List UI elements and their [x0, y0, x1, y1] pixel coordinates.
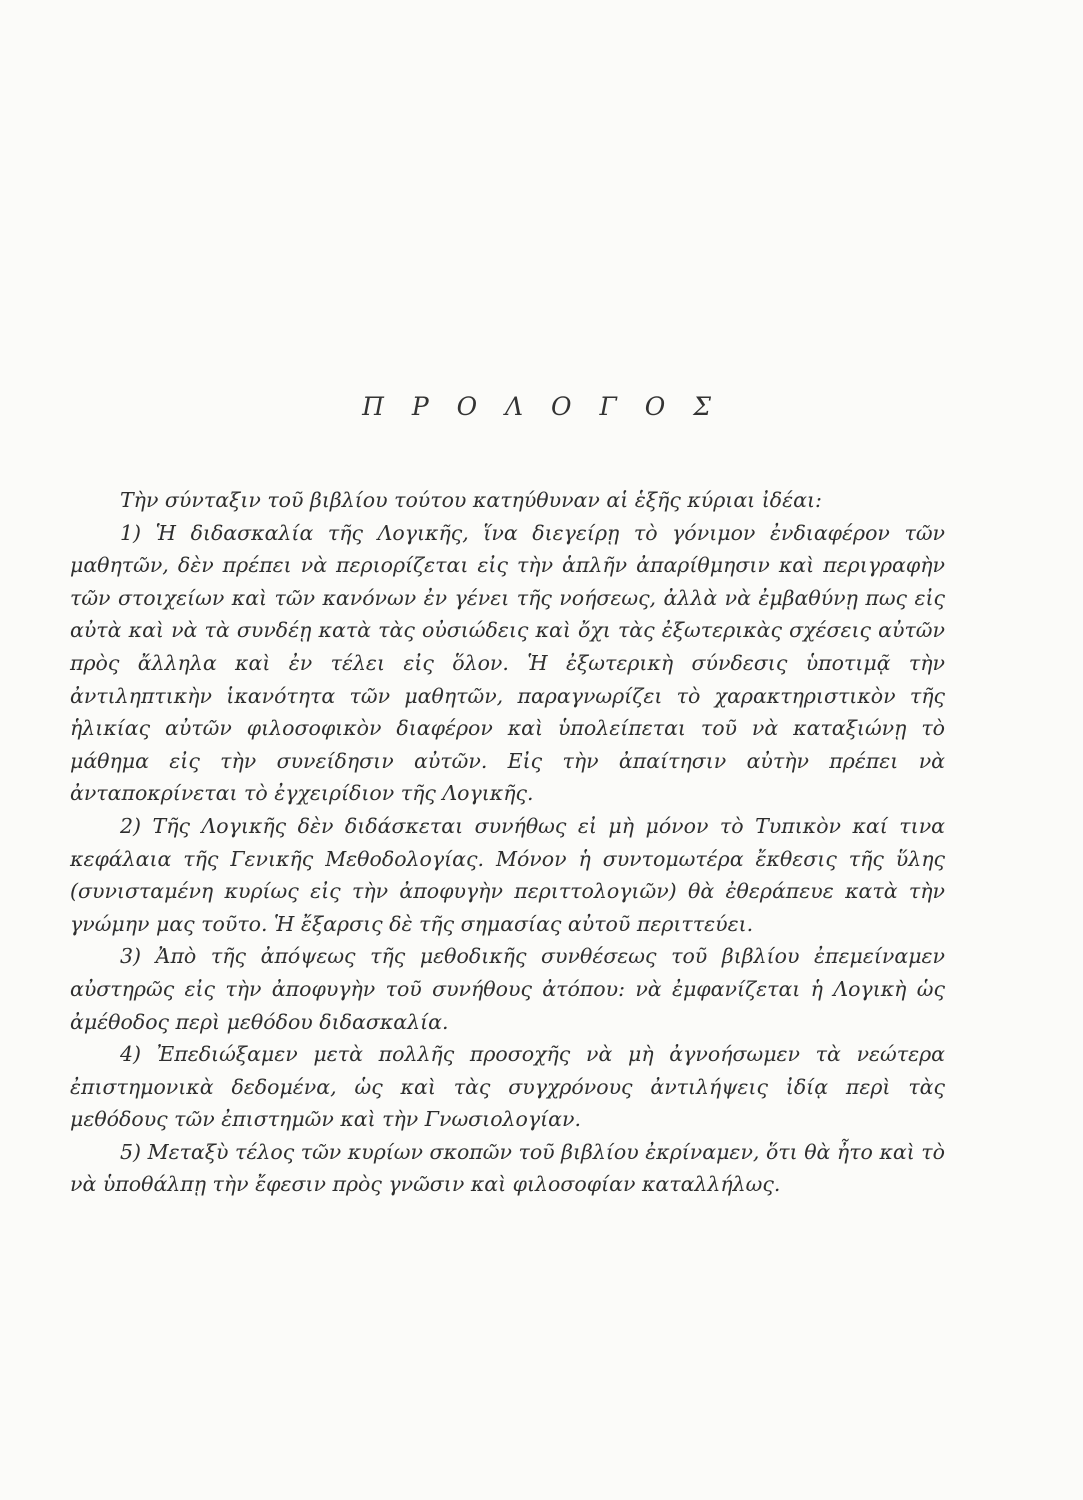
intro-paragraph: Τὴν σύνταξιν τοῦ βιβλίου τούτου κατηύθυναν αἱ ἑξῆς κύριαι ἰδέαι: [120, 488, 822, 512]
page-title: Π Ρ Ο Λ Ο Γ Ο Σ [362, 392, 721, 421]
point-paragraph-4: 4) Ἐπεδιώξαμεν μετὰ πολλῆς προσοχῆς νὰ μὴ ἀγνοήσωμεν τὰ νεώτερα ἐπιστημονικὰ δεδομένα, ὡς καὶ τὰς συγχρόνους ἀντιλήψεις ἰδίᾳ περὶ τὰς μεθόδους τῶν ἐπιστημῶν καὶ τὴν Γνωσιολογίαν. [70, 1042, 945, 1132]
point-paragraph-1: 1) Ἡ διδασκαλία τῆς Λογικῆς, ἵνα διεγείρῃ τὸ γόνιμον ἐνδιαφέρον τῶν μαθητῶν, δὲν πρέπει νὰ περιορίζεται εἰς τὴν ἁπλῆν ἀπαρίθμησιν καὶ περιγραφὴν τῶν στοιχείων καὶ τῶν κανόνων ἐν γένει τῆς νοήσεως, ἀλλὰ νὰ ἐμβαθύνῃ πως εἰς αὐτὰ καὶ νὰ τὰ συνδέῃ κατὰ τὰς οὐσιώδεις καὶ ὄχι τὰς ἐξωτερικὰς σχέσεις αὐτῶν πρὸς ἄλληλα καὶ ἐν τέλει εἰς ὅλον. Ἡ ἐξωτερικὴ σύνδεσις ὑποτιμᾷ τὴν ἀντιληπτικὴν ἱκανότητα τῶν μαθητῶν, παραγνωρίζει τὸ χαρακτηριστικὸν τῆς ἡλικίας αὐτῶν φιλοσοφικὸν διαφέρον καὶ ὑπολείπεται τοῦ νὰ καταξιώνῃ τὸ μάθημα εἰς τὴν συνείδησιν αὐτῶν. Εἰς τὴν ἀπαίτησιν αὐτὴν πρέπει νὰ ἀνταποκρίνεται τὸ ἐγχειρίδιον τῆς Λογικῆς. [70, 520, 945, 806]
point-paragraph-2: 2) Τῆς Λογικῆς δὲν διδάσκεται συνήθως εἰ μὴ μόνον τὸ Τυπικὸν καί τινα κεφάλαια τῆς Γενικῆς Μεθοδολογίας. Μόνον ἡ συντομωτέρα ἔκθεσις τῆς ὕλης (συνισταμένη κυρίως εἰς τὴν ἀποφυγὴν περιττολογιῶν) θὰ ἐθεράπευε κατὰ τὴν γνώμην μας τοῦτο. Ἡ ἔξαρσις δὲ τῆς σημασίας αὐτοῦ περιττεύει. [70, 813, 945, 936]
point-paragraph-5: 5) Μεταξὺ τέλος τῶν κυρίων σκοπῶν τοῦ βιβλίου ἐκρίναμεν, ὅτι θὰ ἦτο καὶ τὸ νὰ ὑποθάλπῃ τὴν ἔφεσιν πρὸς γνῶσιν καὶ φιλοσοφίαν καταλλήλως. [70, 1139, 945, 1197]
body-text [70, 484, 945, 1201]
point-paragraph-3: 3) Ἀπὸ τῆς ἀπόψεως τῆς μεθοδικῆς συνθέσεως τοῦ βιβλίου ἐπεμείναμεν αὐστηρῶς εἰς τὴν ἀποφυγὴν τοῦ συνήθους ἀτόπου: νὰ ἐμφανίζεται ἡ Λογικὴ ὡς ἀμέθοδος περὶ μεθόδου διδασκαλία. [70, 944, 945, 1034]
